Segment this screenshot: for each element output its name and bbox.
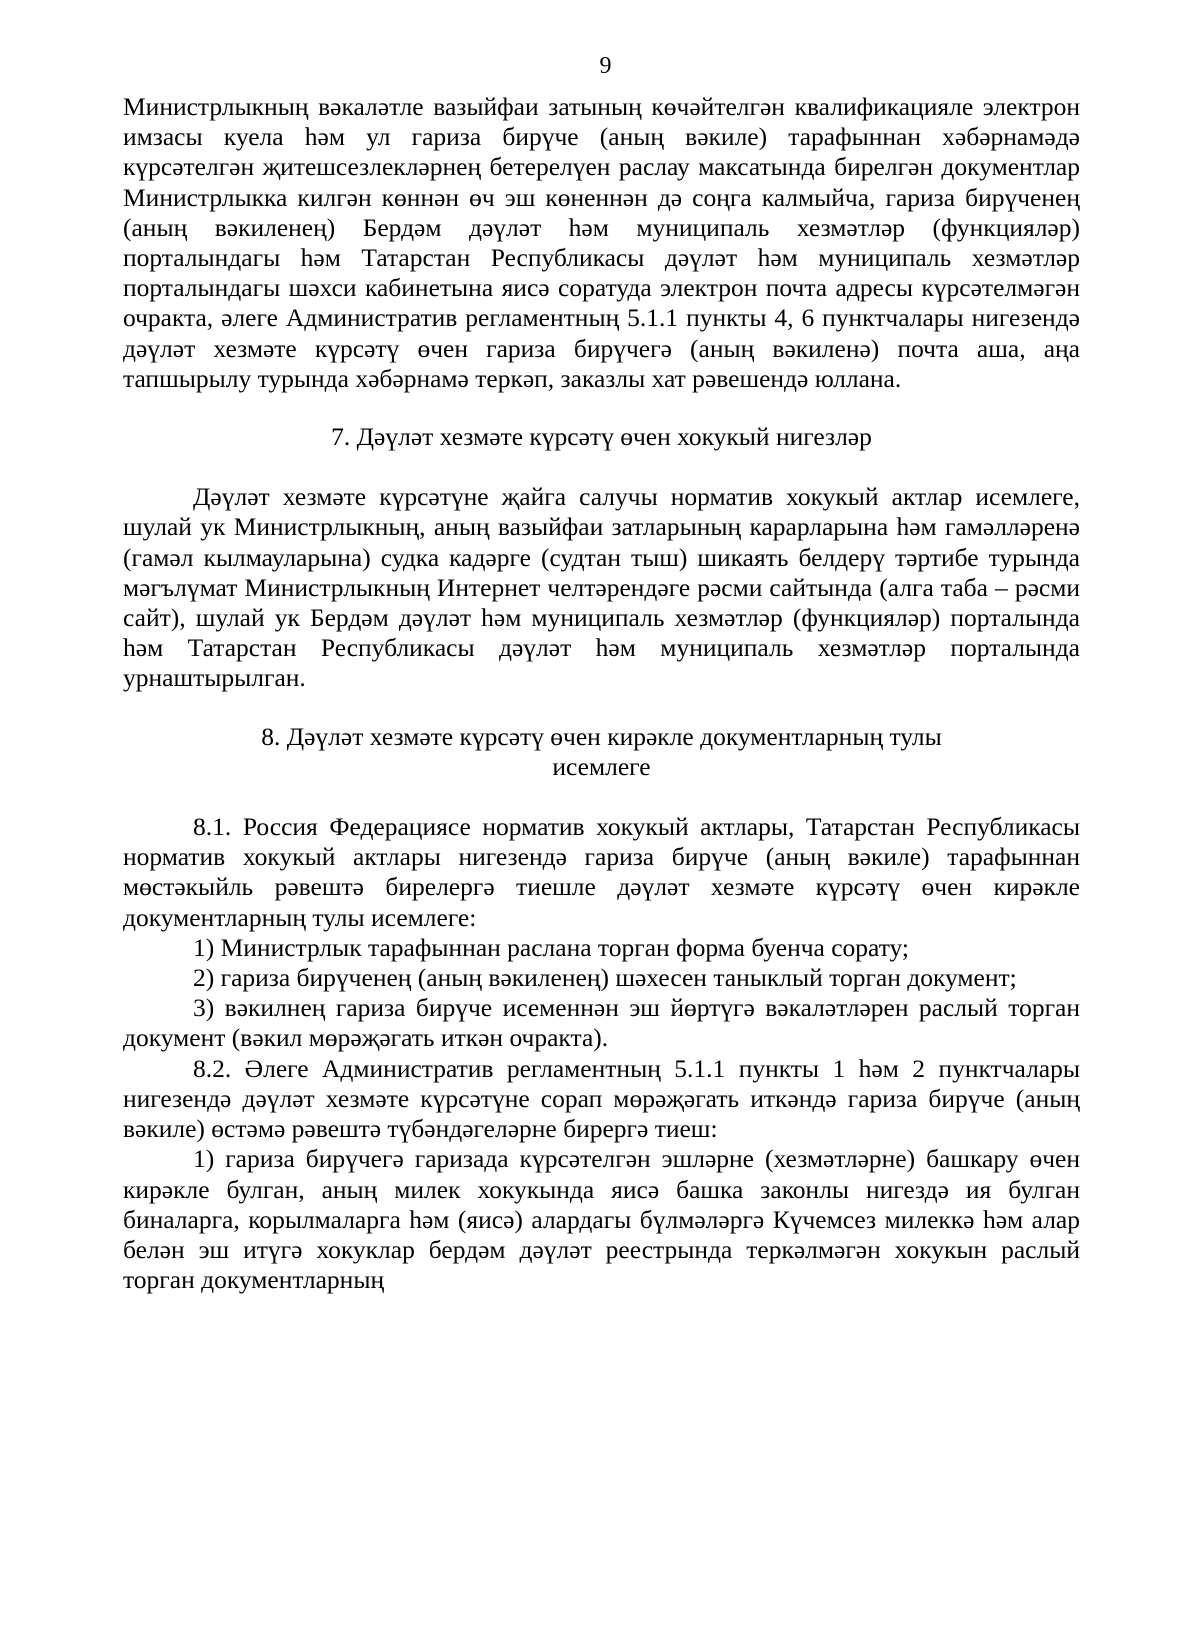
section-8-title-line-1: 8. Дәүләт хезмәте күрсәтү өчен кирәкле документларның тулы (261, 721, 942, 751)
list-item-8-2-1: 1) гариза бирүчегә гаризада күрсәтелгән эшләрне (хезмәтләрне) башкару өчен кирәкле булган, аның милек хокукында яисә башка законлы нигездә ия булган биналарга, корылмаларга һәм (яисә) алардагы бүлмәләргә Күчемсез милеккә һәм алар белән эш итүгә хокуклар бердәм дәүләт реестрында теркәлмәгән хокукын раслый торган документларның (123, 1144, 1080, 1295)
section-7-title: 7. Дәүләт хезмәте күрсәтү өчен хокукый нигезләр (331, 422, 872, 452)
page-number: 9 (599, 53, 612, 79)
list-item-8-1-1: 1) Министрлык тарафыннан раслана торган форма буенча сорату; (193, 932, 910, 962)
paragraph-legal-acts-list: Дәүләт хезмәте күрсәтүне җайга салучы норматив хокукый актлар исемлеге, шулай ук Министрлыкның, аның вазыйфаи затларының карарларына һәм гамәлләренә (гамәл кылмауларына) судка кадәрге (судтан тыш) шикаять белдерү тәртибе турында мәгълүмат Министрлыкның Интернет челтәрендәге рәсми сайтында (алга таба – рәсми сайт), шулай ук Бердәм дәүләт һәм муниципаль хезмәтләр (функцияләр) порталында һәм Татарстан Республикасы дәүләт һәм муниципаль хезмәтләр порталында урнаштырылган. (123, 482, 1080, 693)
list-item-8-1-3: 3) вәкилнең гариза бирүче исеменнән эш йөртүгә вәкаләтләрен раслый торган документ (вәкил мөрәҗәгать иткән очракта). (123, 993, 1080, 1053)
paragraph-8-1: 8.1. Россия Федерациясе норматив хокукый актлары, Татарстан Республикасы норматив хокукый актлары нигезендә гариза бирүче (аның вәкиле) тарафыннан мөстәкыйль рәвештә бирелергә тиешле дәүләт хезмәте күрсәтү өчен кирәкле документларның тулы исемлеге: (123, 812, 1080, 932)
section-8-heading (123, 722, 1080, 782)
list-item-8-1-2: 2) гариза бирүченең (аның вәкиленең) шәхесен таныклый торган документ; (193, 963, 1017, 993)
section-8-title-line-2: исемлеге (552, 751, 651, 781)
section-7-heading (123, 422, 1080, 452)
paragraph-8-2: 8.2. Әлеге Административ регламентның 5.1.1 пункты 1 һәм 2 пунктчалары нигезендә дәүләт хезмәте күрсәтүне сорап мөрәҗәгать иткәндә гариза бирүче (аның вәкиле) өстәмә рәвештә түбәндәгеләрне бирергә тиеш: (123, 1053, 1080, 1144)
paragraph-notification-delivery: Министрлыкның вәкаләтле вазыйфаи затының көчәйтелгән квалификацияле электрон имзасы куела һәм ул гариза бирүче (аның вәкиле) тарафыннан хәбәрнамәдә күрсәтелгән җитешсезлекләрнең бетерелүен раслау максатында бирелгән документлар Министрлыкка килгән көннән өч эш көненнән дә соңга калмыйча, гариза бирүченең (аның вәкиленең) Бердәм дәүләт һәм муниципаль хезмәтләр (функцияләр) порталындагы һәм Татарстан Республикасы дәүләт һәм муниципаль хезмәтләр порталындагы шәхси кабинетына яисә соратуда электрон почта адресы күрсәтелмәгән очракта, әлеге Административ регламентның 5.1.1 пункты 4, 6 пунктчалары нигезендә дәүләт хезмәте күрсәтү өчен гариза бирүчегә (аның вәкиленә) почта аша, аңа тапшырылу турында хәбәрнамә теркәп, заказлы хат рәвешендә юллана. (123, 92, 1080, 393)
